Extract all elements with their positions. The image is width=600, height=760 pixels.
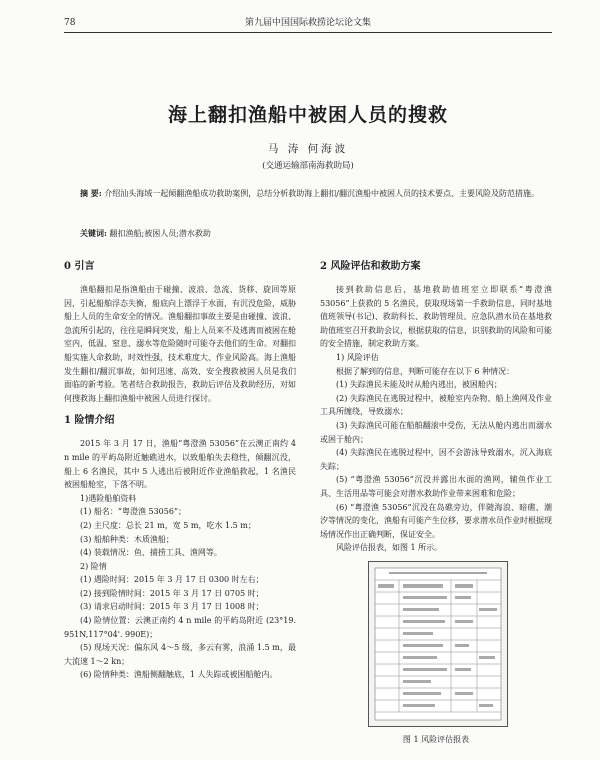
list-item: (2) 主尺度：总长 21 m，宽 5 m，吃水 1.5 m；: [80, 520, 256, 530]
page-number: 78: [64, 18, 76, 28]
section-2-heading: 2 风险评估和救助方案: [320, 261, 421, 272]
abstract: [80, 186, 540, 201]
list-item: (3) 请求启动时间：2015 年 3 月 17 日 1008 时；: [80, 602, 264, 612]
list-item: (4) 装载情况：鱼、捕捞工具、渔网等。: [80, 548, 222, 558]
authors: 马 涛 何海波: [267, 143, 349, 155]
section-1-heading: 1 险情介绍: [64, 415, 115, 427]
list-item: (3) 失踪渔民可能在船舶翻滚中受伤，无法从舱内逃出而溺水或困于舱内；: [320, 420, 552, 444]
conference-name: 第九届中国国际救捞论坛论文集: [244, 18, 371, 28]
list-item: 风险评估报表，如图 1 所示。: [336, 543, 443, 553]
list-item: 2) 险情: [80, 561, 107, 571]
paper-title: 海上翻扣渔船中被困人员的搜救: [167, 104, 448, 126]
list-item: (6) 险情种类：渔船侧翻触底，1 人失踪或被困船舱内。: [80, 670, 278, 680]
risk-assessment-form-image: [368, 561, 508, 727]
list-item: (5) “粤澄渔 53056”沉没并露出水面的渔网，辅鱼作业工具、生活用品等可能会对潜水救助作业带来困难和危险；: [320, 475, 552, 498]
section-0-heading: 0 引言: [64, 261, 95, 272]
right-column: [320, 260, 552, 746]
list-item: 1)遇险船舶资料: [80, 493, 137, 503]
list-item: (1) 遇险时间：2015 年 3 月 17 日 0300 时左右；: [80, 575, 264, 585]
list-item: 1) 风险评估: [336, 352, 379, 362]
list-item: (6) “粤澄渔 53056”沉没在岛礁旁边，伴随海浪、暗礁、潮汐等情况的变化，渔船有可能产生位移，要求潜水员作业时根据现场情况作出正确判断，保证安全。: [320, 502, 552, 539]
keywords: [80, 226, 540, 241]
list-item: 根据了解到的信息，判断可能存在以下 6 种情况：: [336, 366, 515, 376]
list-item: (2) 失踪渔民在逃脱过程中，被舱室内杂物、船上渔网及作业工具所缠绕，导致溺水；: [320, 393, 552, 417]
section-0-paragraph: 渔船翻扣是指渔船由于碰撞、波浪、急流、货移、旋回等原因，引起船舶浮态失衡，船底向上漂浮于水面，有沉没危险，威胁船上人员的生命安全的情况。渔船翻扣事故主要是由碰撞、波浪、急流所引起的，往往是瞬间突发，船上人员来不及逃离而被困在舱室内，低温、窒息、溺水等危险随时可能夺去他们的生命。对翻扣船实施人命救助，时效性强，技术难度大、作业风险高。海上渔船发生翻扣/翻沉事故，如何迅速、高效、安全搜救被困人员是我们面临的新考验。笔者结合救助报告，救助后评估及救助经历，对如何搜救海上翻扣渔船中被困人员进行探讨。: [64, 285, 296, 403]
abstract-text: 介绍汕头海域一起倾翻渔船成功救助案例，总结分析救助海上翻扣/翻沉渔船中被困人员的技术要点、主要风险及防范措施。: [104, 189, 539, 198]
list-item: (1) 失踪渔民未能及时从舱内逃出，被困舱内；: [336, 380, 502, 390]
left-column: [64, 260, 296, 682]
list-item: (5) 现场天况：偏东风 4～5 级，多云有雾，浪涌 1.5 m，最大流速 1～2 kn；: [64, 643, 296, 666]
keywords-label: 关键词:: [80, 228, 107, 238]
keywords-text: 翻扣渔船;被困人员;潜水救助: [109, 229, 211, 238]
list-item: (1) 船名：“粤澄渔 53056”；: [80, 507, 187, 517]
affiliation: (交通运输部南海救助局): [262, 161, 354, 171]
figure-caption: 图 1 风险评估报表: [402, 734, 470, 744]
running-header: [64, 14, 552, 33]
list-item: (3) 船舶种类：木质渔船；: [80, 534, 174, 544]
list-item: (4) 险情位置：云澳正南约 4 n mile 的平屿岛附近 (23°19. 951N,117°04'. 990E)；: [64, 616, 296, 639]
section-2-paragraph: 接到救助信息后，基地救助值班室立即联系“粤澄渔 53056”上获救的 5 名渔民，获取现场第一手救助信息，同时基地值班领导(书记)、救助科长、救助管理员、应急队潜水员在基地救助值班室召开救助会议，根据获取的信息，识别救助的风险和可能的安全措施，制定救助方案。: [320, 285, 552, 349]
abstract-label: 摘 要:: [80, 188, 102, 198]
list-item: (4) 失踪渔民在逃脱过程中，因不会游泳导致溺水，沉入海底失踪；: [320, 448, 552, 471]
list-item: (2) 接到险情时间：2015 年 3 月 17 日 0705 时；: [80, 588, 264, 598]
form-sketch: [369, 562, 507, 726]
section-1-paragraph: 2015 年 3 月 17 日，渔船“粤澄渔 53056”在云澳正南约 4 n mile 的平屿岛附近触礁进水，以致船舶失去稳性，倾翻沉没，船上 6 名渔民，其中 5 人逃出后被附近作业渔船救起，1 名渔民被困船舱室，下落不明。: [64, 439, 296, 490]
